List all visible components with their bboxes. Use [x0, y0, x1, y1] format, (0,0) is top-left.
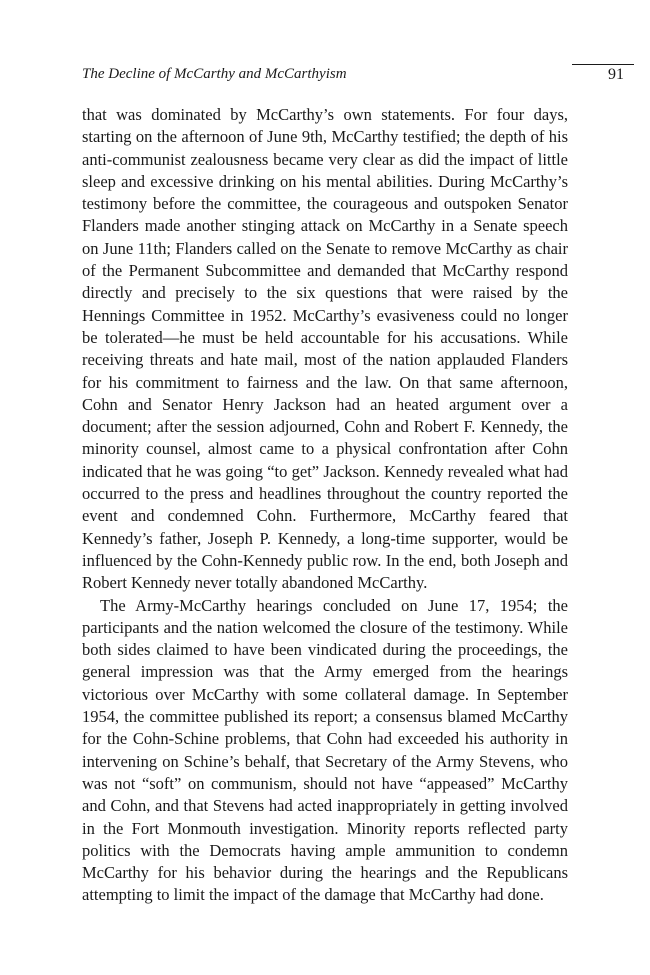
header-rule	[572, 64, 634, 65]
running-head	[82, 66, 624, 90]
paragraph-continued: that was dominated by McCarthy’s own statements. For four days, starting on the afternoon of June 9th, McCarthy testified; the depth of his anti-communist zealousness became very clear as did the impact of little sleep and excessive drinking on his mental abilities. During McCarthy’s testimony before the committee, the courageous and outspoken Senator Flanders made another stinging attack on McCarthy in a Senate speech on June 11th; Flanders called on the Senate to remove McCarthy as chair of the Permanent Subcommittee and demanded that McCarthy respond directly and precisely to the six questions that were raised by the Hennings Committee in 1952. McCarthy’s evasiveness could no longer be tolerated—he must be held accountable for his accusations. While receiving threats and hate mail, most of the nation applauded Flanders for his commitment to fairness and the law. On that same afternoon, Cohn and Senator Henry Jackson had an heated argument over a document; after the session adjourned, Cohn and Robert F. Kennedy, the minority counsel, almost came to a physical confrontation after Cohn indicated that he was going “to get” Jackson. Kennedy revealed what had occurred to the press and headlines throughout the country reported the event and condemned Cohn. Furthermore, McCarthy feared that Kennedy’s father, Joseph P. Kennedy, a long-time supporter, would be influenced by the Cohn-Kennedy public row. In the end, both Joseph and Robert Kennedy never totally abandoned McCarthy.	[82, 105, 568, 593]
page-number: 91	[608, 66, 624, 83]
body-text	[82, 104, 568, 907]
running-head-title: The Decline of McCarthy and McCarthyism	[82, 66, 347, 82]
paragraph-army-mccarthy-hearings: The Army-McCarthy hearings concluded on June 17, 1954; the participants and the nation welcomed the closure of the testimony. While both sides claimed to have been vindicated during the proceedings, the general impression was that the Army emerged from the hearings victorious over McCarthy with some collateral damage. In September 1954, the committee published its report; a consensus blamed McCarthy for the Cohn-Schine problems, that Cohn had exceeded his authority in intervening on Schine’s behalf, that Secretary of the Army Stevens, who was not “soft” on communism, should not have “appeased” McCarthy and Cohn, and that Stevens had acted inappropriately in getting involved in the Fort Monmouth investigation. Minority reports reflected party politics with the Democrats having ample ammunition to condemn McCarthy for his behavior during the hearings and the Republicans attempting to limit the impact of the damage that McCarthy had done.	[82, 595, 568, 905]
